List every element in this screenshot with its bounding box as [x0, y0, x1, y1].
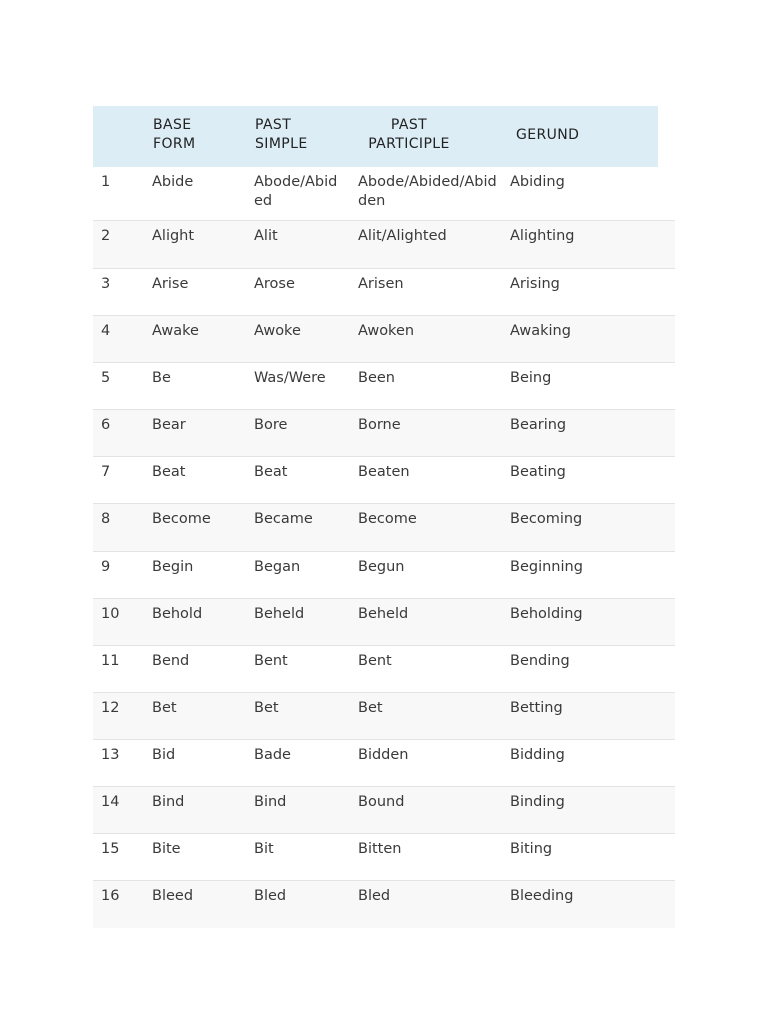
table-row [93, 167, 675, 221]
past-simple-cell: Bled [254, 888, 287, 904]
base-form-cell: Become [152, 511, 211, 527]
base-form-cell: Bend [152, 653, 190, 669]
past-participle-cell: Become [358, 511, 417, 527]
table-row [93, 834, 675, 881]
past-simple-cell: Became [254, 511, 313, 527]
past-simple-cell: Abode/Abided [254, 174, 338, 209]
row-number-cell: 9 [101, 559, 111, 575]
past-participle-cell: Borne [358, 417, 401, 433]
row-number-cell: 5 [101, 370, 111, 386]
table-row [93, 599, 675, 646]
table-row [93, 740, 675, 787]
table-row [93, 552, 675, 599]
row-number-cell: 8 [101, 511, 111, 527]
table-row [93, 269, 675, 316]
past-simple-cell: Bind [254, 794, 287, 810]
row-number-cell: 2 [101, 228, 111, 244]
table-row [93, 457, 675, 504]
header-gerund: GERUND [516, 127, 580, 143]
row-number-cell: 16 [101, 888, 120, 904]
row-number-cell: 13 [101, 747, 120, 763]
row-number-cell: 12 [101, 700, 120, 716]
base-form-cell: Awake [152, 323, 199, 339]
gerund-cell: Arising [510, 276, 560, 292]
past-participle-cell: Beaten [358, 464, 410, 480]
base-form-cell: Bleed [152, 888, 194, 904]
past-simple-cell: Awoke [254, 323, 301, 339]
past-participle-cell: Begun [358, 559, 405, 575]
base-form-cell: Bet [152, 700, 177, 716]
past-participle-cell: Bitten [358, 841, 402, 857]
table-body [93, 167, 675, 928]
header-past-simple: PAST SIMPLE [255, 117, 308, 152]
past-simple-cell: Bent [254, 653, 288, 669]
past-participle-cell: Bled [358, 888, 391, 904]
base-form-cell: Beat [152, 464, 186, 480]
gerund-cell: Bending [510, 653, 570, 669]
row-number-cell: 3 [101, 276, 111, 292]
past-participle-cell: Bent [358, 653, 392, 669]
row-number-cell: 15 [101, 841, 120, 857]
base-form-cell: Bite [152, 841, 181, 857]
past-participle-cell: Abode/Abided/Abidden [358, 174, 497, 209]
gerund-cell: Beholding [510, 606, 583, 622]
past-simple-cell: Was/Were [254, 370, 326, 386]
past-simple-cell: Bore [254, 417, 288, 433]
table-row [93, 504, 675, 552]
past-participle-cell: Been [358, 370, 395, 386]
gerund-cell: Bidding [510, 747, 565, 763]
gerund-cell: Betting [510, 700, 563, 716]
base-form-cell: Bind [152, 794, 185, 810]
gerund-cell: Bearing [510, 417, 567, 433]
past-participle-cell: Alit/Alighted [358, 228, 447, 244]
gerund-cell: Bleeding [510, 888, 574, 904]
row-number-cell: 1 [101, 174, 111, 190]
row-number-cell: 4 [101, 323, 111, 339]
past-participle-cell: Beheld [358, 606, 409, 622]
base-form-cell: Behold [152, 606, 203, 622]
gerund-cell: Alighting [510, 228, 575, 244]
table-header [93, 106, 658, 167]
gerund-cell: Binding [510, 794, 565, 810]
past-participle-cell: Awoken [358, 323, 415, 339]
table-row [93, 221, 675, 269]
base-form-cell: Bid [152, 747, 176, 763]
row-number-cell: 14 [101, 794, 120, 810]
row-number-cell: 11 [101, 653, 120, 669]
table-row [93, 693, 675, 740]
past-simple-cell: Beat [254, 464, 288, 480]
past-simple-cell: Bit [254, 841, 274, 857]
base-form-cell: Bear [152, 417, 186, 433]
table-row [93, 410, 675, 457]
table-row [93, 881, 675, 928]
gerund-cell: Becoming [510, 511, 583, 527]
base-form-cell: Be [152, 370, 171, 386]
row-number-cell: 10 [101, 606, 120, 622]
base-form-cell: Begin [152, 559, 194, 575]
verb-table [93, 106, 675, 928]
table-row [93, 787, 675, 834]
gerund-cell: Being [510, 370, 552, 386]
gerund-cell: Beating [510, 464, 566, 480]
row-number-cell: 6 [101, 417, 111, 433]
past-simple-cell: Began [254, 559, 301, 575]
gerund-cell: Biting [510, 841, 553, 857]
gerund-cell: Beginning [510, 559, 583, 575]
past-simple-cell: Alit [254, 228, 278, 244]
past-simple-cell: Bet [254, 700, 279, 716]
table-row [93, 646, 675, 693]
past-simple-cell: Bade [254, 747, 291, 763]
base-form-cell: Arise [152, 276, 189, 292]
past-participle-cell: Bound [358, 794, 405, 810]
past-participle-cell: Arisen [358, 276, 404, 292]
past-simple-cell: Beheld [254, 606, 305, 622]
header-base-form: BASE FORM [153, 117, 196, 152]
header-past-participle: PAST PARTICIPLE [368, 117, 450, 152]
gerund-cell: Awaking [510, 323, 571, 339]
gerund-cell: Abiding [510, 174, 565, 190]
table-row [93, 363, 675, 410]
past-simple-cell: Arose [254, 276, 295, 292]
past-participle-cell: Bidden [358, 747, 409, 763]
base-form-cell: Alight [152, 228, 195, 244]
past-participle-cell: Bet [358, 700, 383, 716]
base-form-cell: Abide [152, 174, 194, 190]
row-number-cell: 7 [101, 464, 111, 480]
table-row [93, 316, 675, 363]
